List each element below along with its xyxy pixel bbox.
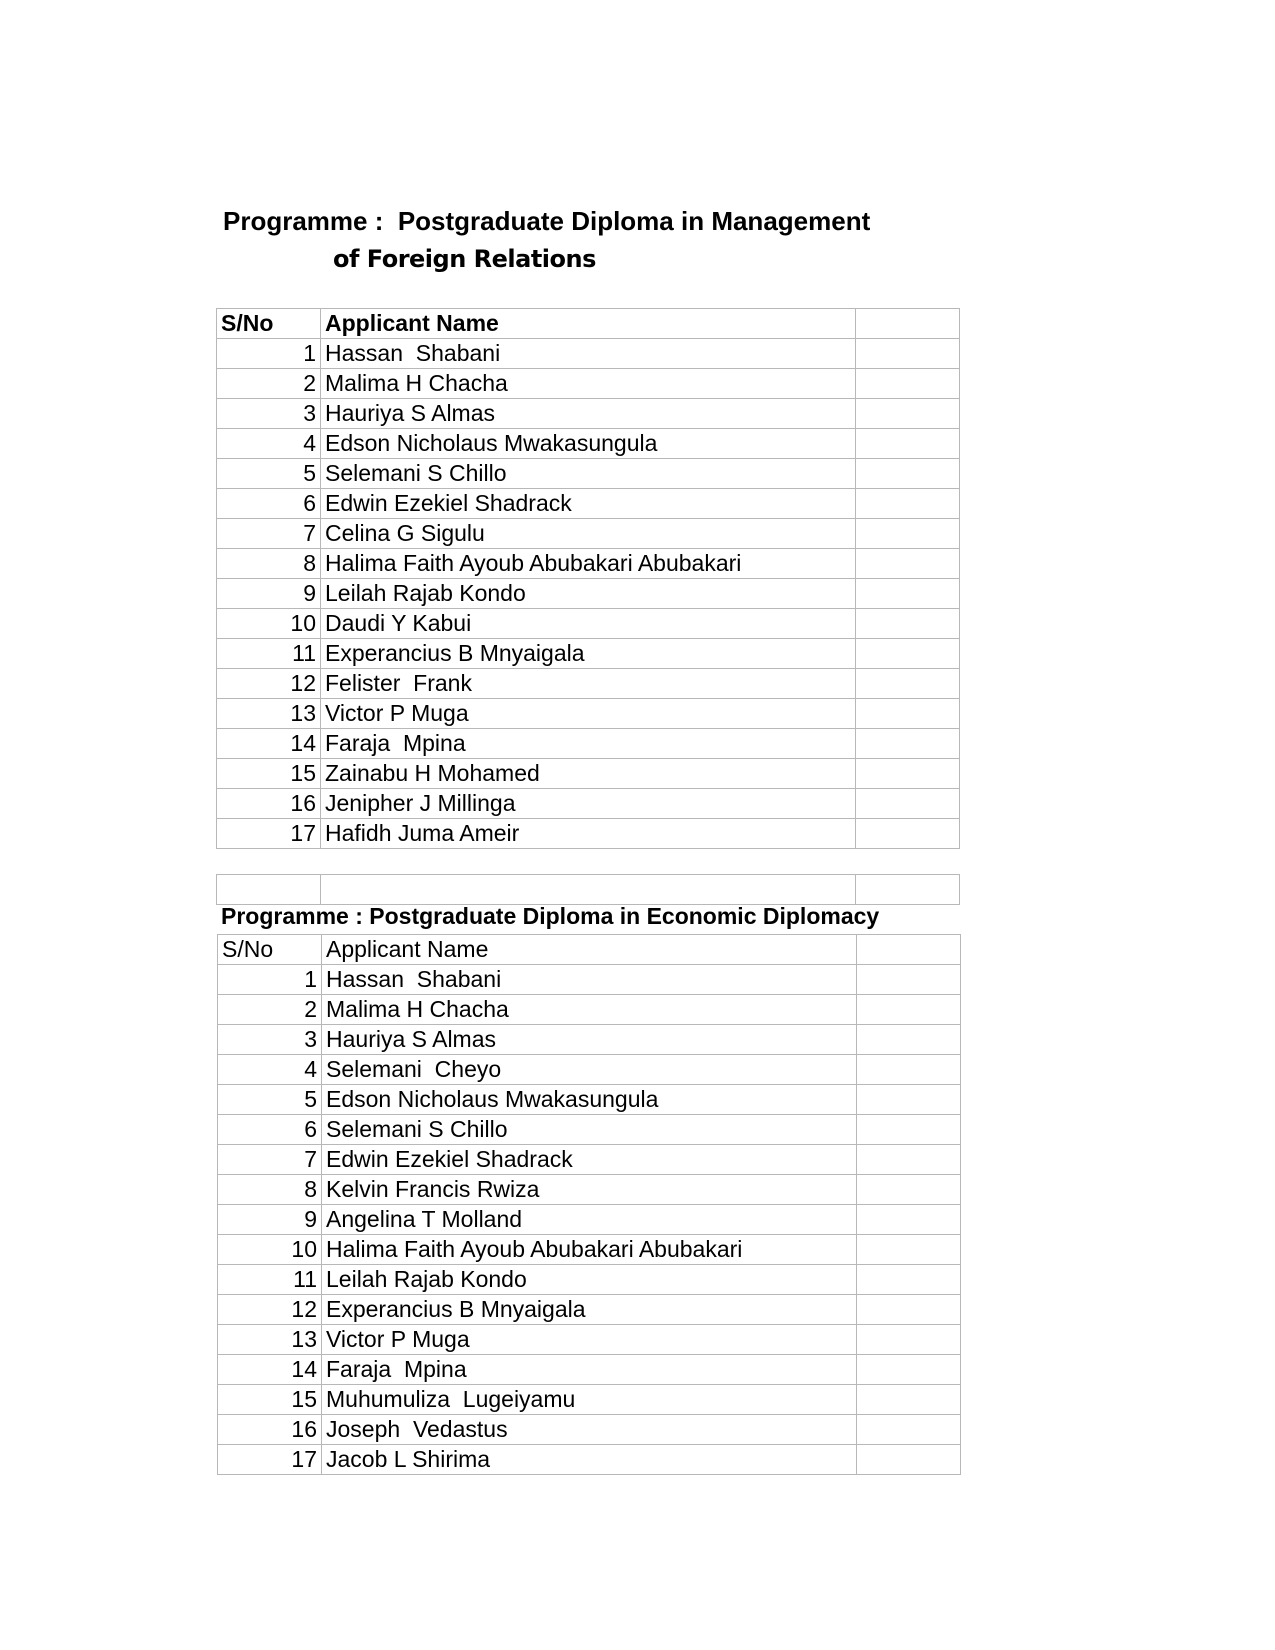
table-row <box>217 639 960 669</box>
sno-cell: 11 <box>217 639 321 669</box>
sno-cell: 10 <box>218 1235 322 1265</box>
applicant-name-header: Applicant Name <box>321 309 856 339</box>
programme-title-line-2: of Foreign Relations <box>333 245 596 273</box>
table-row <box>218 1355 961 1385</box>
sno-cell: 9 <box>218 1205 322 1235</box>
applicant-table-management-foreign-relations <box>216 308 960 849</box>
empty-cell <box>321 875 856 905</box>
applicant-name-cell: Leilah Rajab Kondo <box>321 579 856 609</box>
table-row <box>217 489 960 519</box>
empty-cell <box>856 875 960 905</box>
applicant-name-cell: Victor P Muga <box>321 699 856 729</box>
table-row <box>218 1415 961 1445</box>
table-row <box>218 1025 961 1055</box>
empty-row <box>217 875 960 905</box>
applicant-name-cell: Hassan Shabani <box>322 965 857 995</box>
sno-cell: 3 <box>218 1025 322 1055</box>
sno-cell: 15 <box>218 1385 322 1415</box>
extra-cell <box>856 429 960 459</box>
sno-cell: 10 <box>217 609 321 639</box>
table-row <box>217 429 960 459</box>
sno-cell: 12 <box>217 669 321 699</box>
table-row <box>217 369 960 399</box>
programme-title-economic-diplomacy: Programme : Postgraduate Diploma in Economic Diplomacy <box>221 903 880 929</box>
table-row <box>217 399 960 429</box>
empty-spacer-row-table <box>216 874 960 905</box>
sno-cell: 1 <box>218 965 322 995</box>
applicant-name-cell: Edwin Ezekiel Shadrack <box>322 1145 857 1175</box>
extra-cell <box>857 1115 961 1145</box>
extra-cell <box>857 1295 961 1325</box>
applicant-name-cell: Celina G Sigulu <box>321 519 856 549</box>
sno-header: S/No <box>218 935 322 965</box>
table-row <box>218 1175 961 1205</box>
table-row <box>218 1385 961 1415</box>
applicant-name-cell: Hauriya S Almas <box>322 1025 857 1055</box>
sno-cell: 6 <box>218 1115 322 1145</box>
table-row <box>218 1115 961 1145</box>
table-row <box>218 1085 961 1115</box>
sno-cell: 2 <box>218 995 322 1025</box>
sno-cell: 7 <box>218 1145 322 1175</box>
applicant-name-cell: Daudi Y Kabui <box>321 609 856 639</box>
extra-cell <box>857 1325 961 1355</box>
extra-cell <box>857 995 961 1025</box>
table-row <box>217 459 960 489</box>
sno-cell: 5 <box>218 1085 322 1115</box>
table-row <box>217 699 960 729</box>
applicant-name-cell: Kelvin Francis Rwiza <box>322 1175 857 1205</box>
table-header-row <box>218 935 961 965</box>
extra-cell <box>856 729 960 759</box>
extra-cell <box>857 1235 961 1265</box>
sno-cell: 4 <box>217 429 321 459</box>
sno-cell: 17 <box>218 1445 322 1475</box>
applicant-name-cell: Jacob L Shirima <box>322 1445 857 1475</box>
applicant-name-cell: Faraja Mpina <box>322 1355 857 1385</box>
applicant-name-cell: Hassan Shabani <box>321 339 856 369</box>
table-row <box>217 519 960 549</box>
applicant-name-cell: Edson Nicholaus Mwakasungula <box>321 429 856 459</box>
extra-cell <box>856 819 960 849</box>
table-row <box>218 1445 961 1475</box>
extra-cell <box>857 1385 961 1415</box>
sno-cell: 13 <box>217 699 321 729</box>
extra-cell <box>856 579 960 609</box>
applicant-name-cell: Hafidh Juma Ameir <box>321 819 856 849</box>
applicant-name-cell: Hauriya S Almas <box>321 399 856 429</box>
sno-cell: 6 <box>217 489 321 519</box>
extra-cell <box>857 1085 961 1115</box>
table-row <box>217 609 960 639</box>
table-row <box>218 1325 961 1355</box>
applicant-name-cell: Muhumuliza Lugeiyamu <box>322 1385 857 1415</box>
table-body <box>217 309 960 849</box>
extra-cell <box>856 759 960 789</box>
extra-cell <box>856 459 960 489</box>
extra-cell <box>856 669 960 699</box>
applicant-name-cell: Victor P Muga <box>322 1325 857 1355</box>
sno-cell: 9 <box>217 579 321 609</box>
extra-cell <box>856 699 960 729</box>
table-row <box>218 1265 961 1295</box>
applicant-name-cell: Edwin Ezekiel Shadrack <box>321 489 856 519</box>
sno-cell: 3 <box>217 399 321 429</box>
extra-cell <box>857 1145 961 1175</box>
sno-cell: 12 <box>218 1295 322 1325</box>
sno-cell: 4 <box>218 1055 322 1085</box>
table-row <box>218 1145 961 1175</box>
sno-cell: 16 <box>217 789 321 819</box>
applicant-name-cell: Malima H Chacha <box>322 995 857 1025</box>
extra-cell <box>857 1445 961 1475</box>
extra-cell <box>856 489 960 519</box>
table-row <box>217 549 960 579</box>
extra-cell <box>857 1205 961 1235</box>
sno-cell: 11 <box>218 1265 322 1295</box>
table-row <box>218 1055 961 1085</box>
applicant-name-cell: Edson Nicholaus Mwakasungula <box>322 1085 857 1115</box>
applicant-table-economic-diplomacy <box>217 934 961 1475</box>
applicant-name-cell: Felister Frank <box>321 669 856 699</box>
extra-cell <box>857 1415 961 1445</box>
extra-cell <box>857 1355 961 1385</box>
sno-cell: 17 <box>217 819 321 849</box>
applicant-name-cell: Leilah Rajab Kondo <box>322 1265 857 1295</box>
applicant-name-cell: Jenipher J Millinga <box>321 789 856 819</box>
programme-title-line-1: Programme : Postgraduate Diploma in Management <box>223 206 871 236</box>
extra-cell <box>856 609 960 639</box>
sno-cell: 13 <box>218 1325 322 1355</box>
table-row <box>218 1295 961 1325</box>
applicant-name-cell: Halima Faith Ayoub Abubakari Abubakari <box>321 549 856 579</box>
sno-header: S/No <box>217 309 321 339</box>
extra-cell <box>856 369 960 399</box>
applicant-name-cell: Experancius B Mnyaigala <box>321 639 856 669</box>
table-row <box>217 729 960 759</box>
extra-cell <box>857 1265 961 1295</box>
table-row <box>218 995 961 1025</box>
extra-cell <box>856 519 960 549</box>
table-row <box>217 819 960 849</box>
sno-cell: 14 <box>218 1355 322 1385</box>
table-row <box>217 669 960 699</box>
table-row <box>217 789 960 819</box>
applicant-name-cell: Angelina T Molland <box>322 1205 857 1235</box>
applicant-name-cell: Joseph Vedastus <box>322 1415 857 1445</box>
extra-cell <box>857 1055 961 1085</box>
table-row <box>218 1205 961 1235</box>
applicant-name-cell: Zainabu H Mohamed <box>321 759 856 789</box>
extra-cell <box>856 339 960 369</box>
extra-cell <box>856 639 960 669</box>
extra-column-header <box>856 309 960 339</box>
sno-cell: 8 <box>218 1175 322 1205</box>
sno-cell: 8 <box>217 549 321 579</box>
table-header-row <box>217 309 960 339</box>
table-row <box>217 339 960 369</box>
table-row <box>218 965 961 995</box>
extra-cell <box>856 549 960 579</box>
extra-cell <box>856 789 960 819</box>
extra-cell <box>857 965 961 995</box>
table-body <box>218 935 961 1475</box>
sno-cell: 7 <box>217 519 321 549</box>
sno-cell: 16 <box>218 1415 322 1445</box>
sno-cell: 5 <box>217 459 321 489</box>
table-row <box>218 1235 961 1265</box>
extra-cell <box>856 399 960 429</box>
extra-cell <box>857 1175 961 1205</box>
sno-cell: 2 <box>217 369 321 399</box>
sno-cell: 1 <box>217 339 321 369</box>
applicant-name-header: Applicant Name <box>322 935 857 965</box>
applicant-name-cell: Faraja Mpina <box>321 729 856 759</box>
applicant-name-cell: Selemani S Chillo <box>321 459 856 489</box>
extra-column-header <box>857 935 961 965</box>
table-row <box>217 759 960 789</box>
table-row <box>217 579 960 609</box>
sno-cell: 15 <box>217 759 321 789</box>
applicant-name-cell: Selemani S Chillo <box>322 1115 857 1145</box>
applicant-name-cell: Malima H Chacha <box>321 369 856 399</box>
extra-cell <box>857 1025 961 1055</box>
empty-cell <box>217 875 321 905</box>
applicant-name-cell: Experancius B Mnyaigala <box>322 1295 857 1325</box>
applicant-name-cell: Halima Faith Ayoub Abubakari Abubakari <box>322 1235 857 1265</box>
sno-cell: 14 <box>217 729 321 759</box>
applicant-name-cell: Selemani Cheyo <box>322 1055 857 1085</box>
